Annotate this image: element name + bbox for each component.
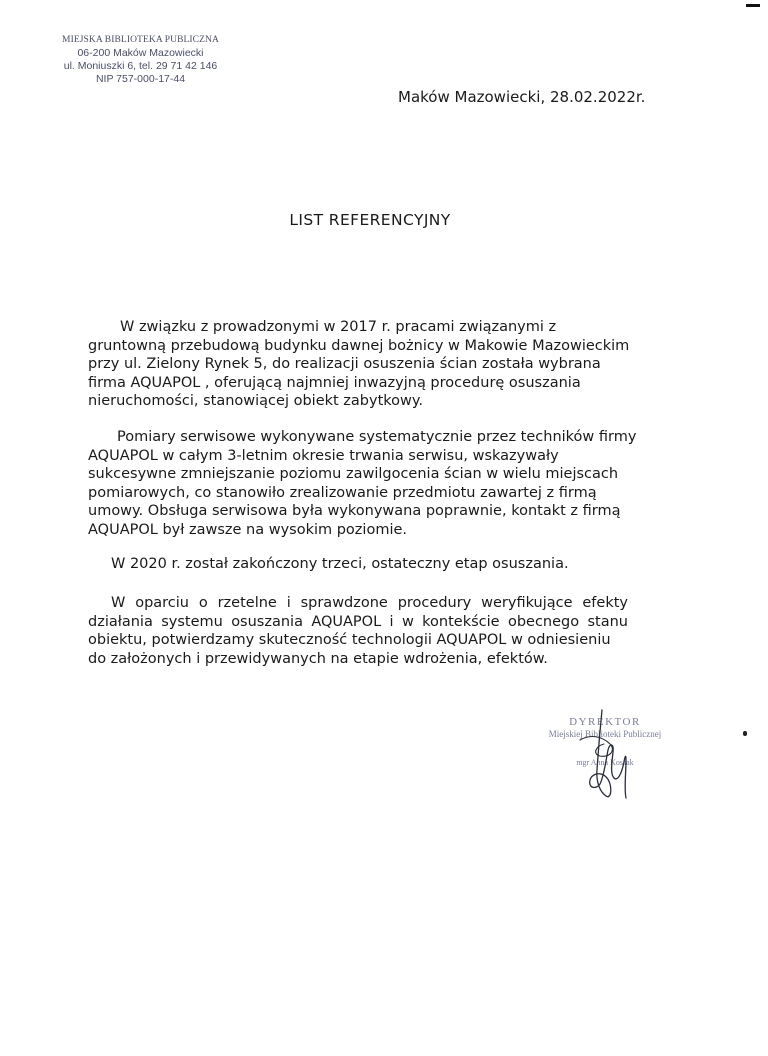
paragraph-1 bbox=[88, 318, 628, 411]
paragraph-line: sukcesywne zmniejszanie poziomu zawilgocenia ścian w wielu miejscach bbox=[88, 466, 619, 482]
paragraph-line: W 2020 r. został zakończony trzeci, ostateczny etap osuszania. bbox=[111, 556, 569, 572]
paragraph-line: obiektu, potwierdzamy skuteczność technologii AQUAPOL w odniesieniu bbox=[88, 632, 611, 648]
paragraph-2 bbox=[88, 428, 637, 539]
director-stamp-title: DYREKTOR bbox=[569, 716, 641, 728]
paragraph-line: nieruchomości, stanowiącej obiekt zabytkowy. bbox=[88, 393, 424, 409]
paragraph-3 bbox=[88, 555, 628, 574]
paragraph-line: gruntowną przebudową budynku dawnej bożnicy w Makowie Mazowieckim bbox=[88, 337, 630, 354]
scan-corner-mark bbox=[746, 4, 760, 7]
stamp-address: ul. Moniuszki 6, tel. 29 71 42 146 bbox=[63, 60, 218, 72]
paragraph-4 bbox=[88, 594, 628, 668]
library-header-stamp bbox=[48, 34, 233, 86]
paragraph-line: firma AQUAPOL , oferującą najmniej inwazyjną procedurę osuszania bbox=[88, 374, 581, 391]
paragraph-line: W oparciu o rzetelne i sprawdzone procedury weryfikujące efekty bbox=[111, 595, 628, 611]
stamp-library-name: MIEJSKA BIBLIOTEKA PUBLICZNA bbox=[62, 35, 219, 45]
scan-speck bbox=[743, 731, 747, 736]
paragraph-line: AQUAPOL był zawsze na wysokim poziomie. bbox=[88, 521, 407, 538]
paragraph-line: AQUAPOL w całym 3-letnim okresie trwania serwisu, wskazywały bbox=[88, 447, 559, 464]
stamp-city: 06-200 Maków Mazowiecki bbox=[77, 47, 204, 59]
paragraph-line: pomiarowych, co stanowiło zrealizowanie przedmiotu zawartej z firmą bbox=[88, 484, 597, 501]
letter-title: LIST REFERENCYJNY bbox=[289, 211, 451, 229]
stamp-nip: NIP 757-000-17-44 bbox=[95, 73, 186, 85]
paragraph-line: przy ul. Zielony Rynek 5, do realizacji osuszenia ścian została wybrana bbox=[88, 356, 601, 372]
handwritten-signature bbox=[540, 700, 650, 810]
paragraph-line: umowy. Obsługa serwisowa była wykonywana poprawnie, kontakt z firmą bbox=[88, 503, 621, 519]
letter-title-wrap bbox=[0, 211, 768, 229]
director-stamp-org: Miejskiej Biblioteki Publicznej bbox=[548, 729, 662, 739]
paragraph-line: W związku z prowadzonymi w 2017 r. pracami związanymi z bbox=[120, 319, 557, 335]
paragraph-line: Pomiary serwisowe wykonywane systematycznie przez techników firmy bbox=[117, 429, 637, 445]
paragraph-line: działania systemu osuszania AQUAPOL i w kontekście obecnego stanu bbox=[88, 613, 628, 630]
director-stamp-name: mgr Anna Kossak bbox=[576, 758, 634, 767]
paragraph-line: do założonych i przewidywanych na etapie wdrożenia, efektów. bbox=[88, 650, 548, 667]
letter-date: Maków Mazowiecki, 28.02.2022r. bbox=[398, 88, 646, 106]
